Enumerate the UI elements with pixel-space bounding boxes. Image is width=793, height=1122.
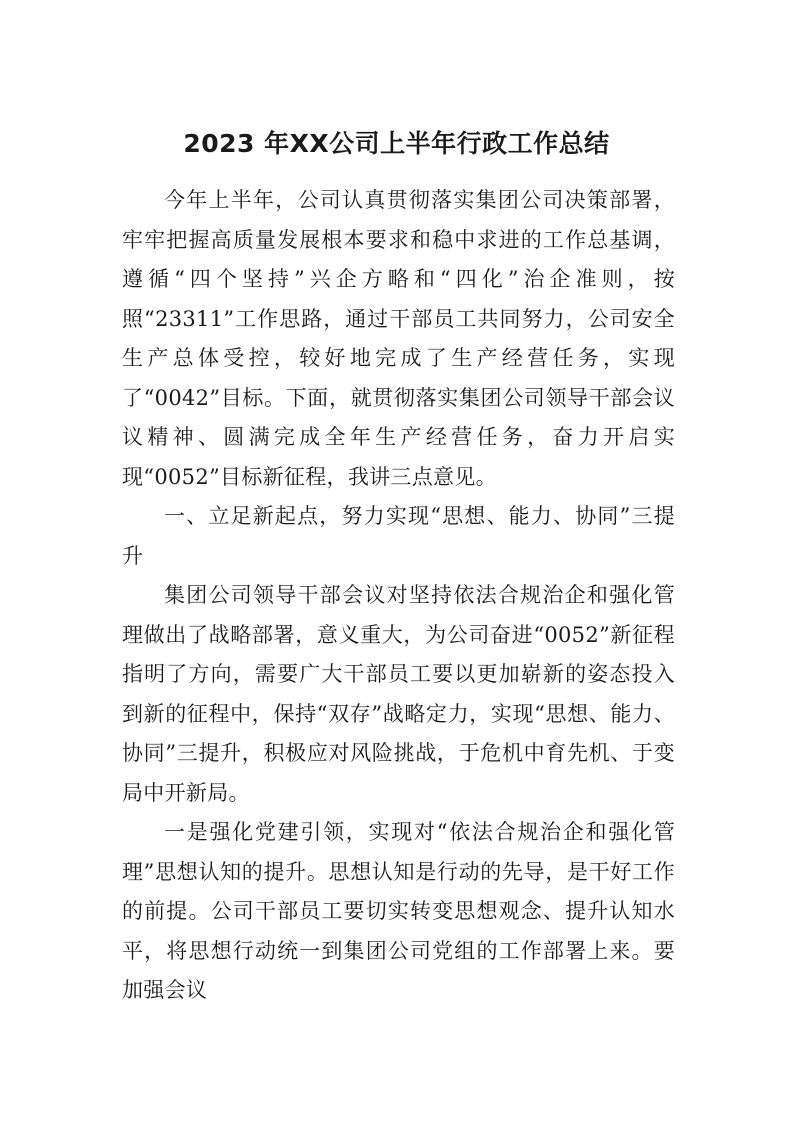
paragraph-point-1: 一是强化党建引领，实现对“依法合规治企和强化管理”思想认知的提升。思想认知是行动的先导，是干好工作的前提。公司干部员工要切实转变思想观念、提升认知水平，将思想行动统一到集团公司党组的工作部署上来。要加强会议	[122, 820, 675, 1002]
paragraph-intro: 今年上半年，公司认真贯彻落实集团公司决策部署，牢牢把握高质量发展根本要求和稳中求进的工作总基调，遵循“四个坚持”兴企方略和“四化”治企准则，按照“23311”工作思路，通过干部员工共同努力，公司安全生产总体受控，较好地完成了生产经营任务，实现了“0042”目标。下面，就贯彻落实集团公司领导干部会议议精神、圆满完成全年生产经营任务，奋力开启实现“0052”目标新征程，我讲三点意见。	[122, 188, 675, 489]
paragraph-section-1: 集团公司领导干部会议对坚持依法合规治企和强化管理做出了战略部署，意义重大，为公司奋进“0052”新征程指明了方向，需要广大干部员工要以更加崭新的姿态投入到新的征程中，保持“双存”战略定力，实现“思想、能力、协同”三提升，积极应对风险挑战，于危机中育先机、于变局中开新局。	[122, 583, 675, 805]
document-title: 2023 年XX公司上半年行政工作总结	[183, 129, 610, 158]
section-heading-1: 一、立足新起点，努力实现“思想、能力、协同”三提升	[122, 504, 675, 568]
document-body	[122, 181, 675, 1011]
